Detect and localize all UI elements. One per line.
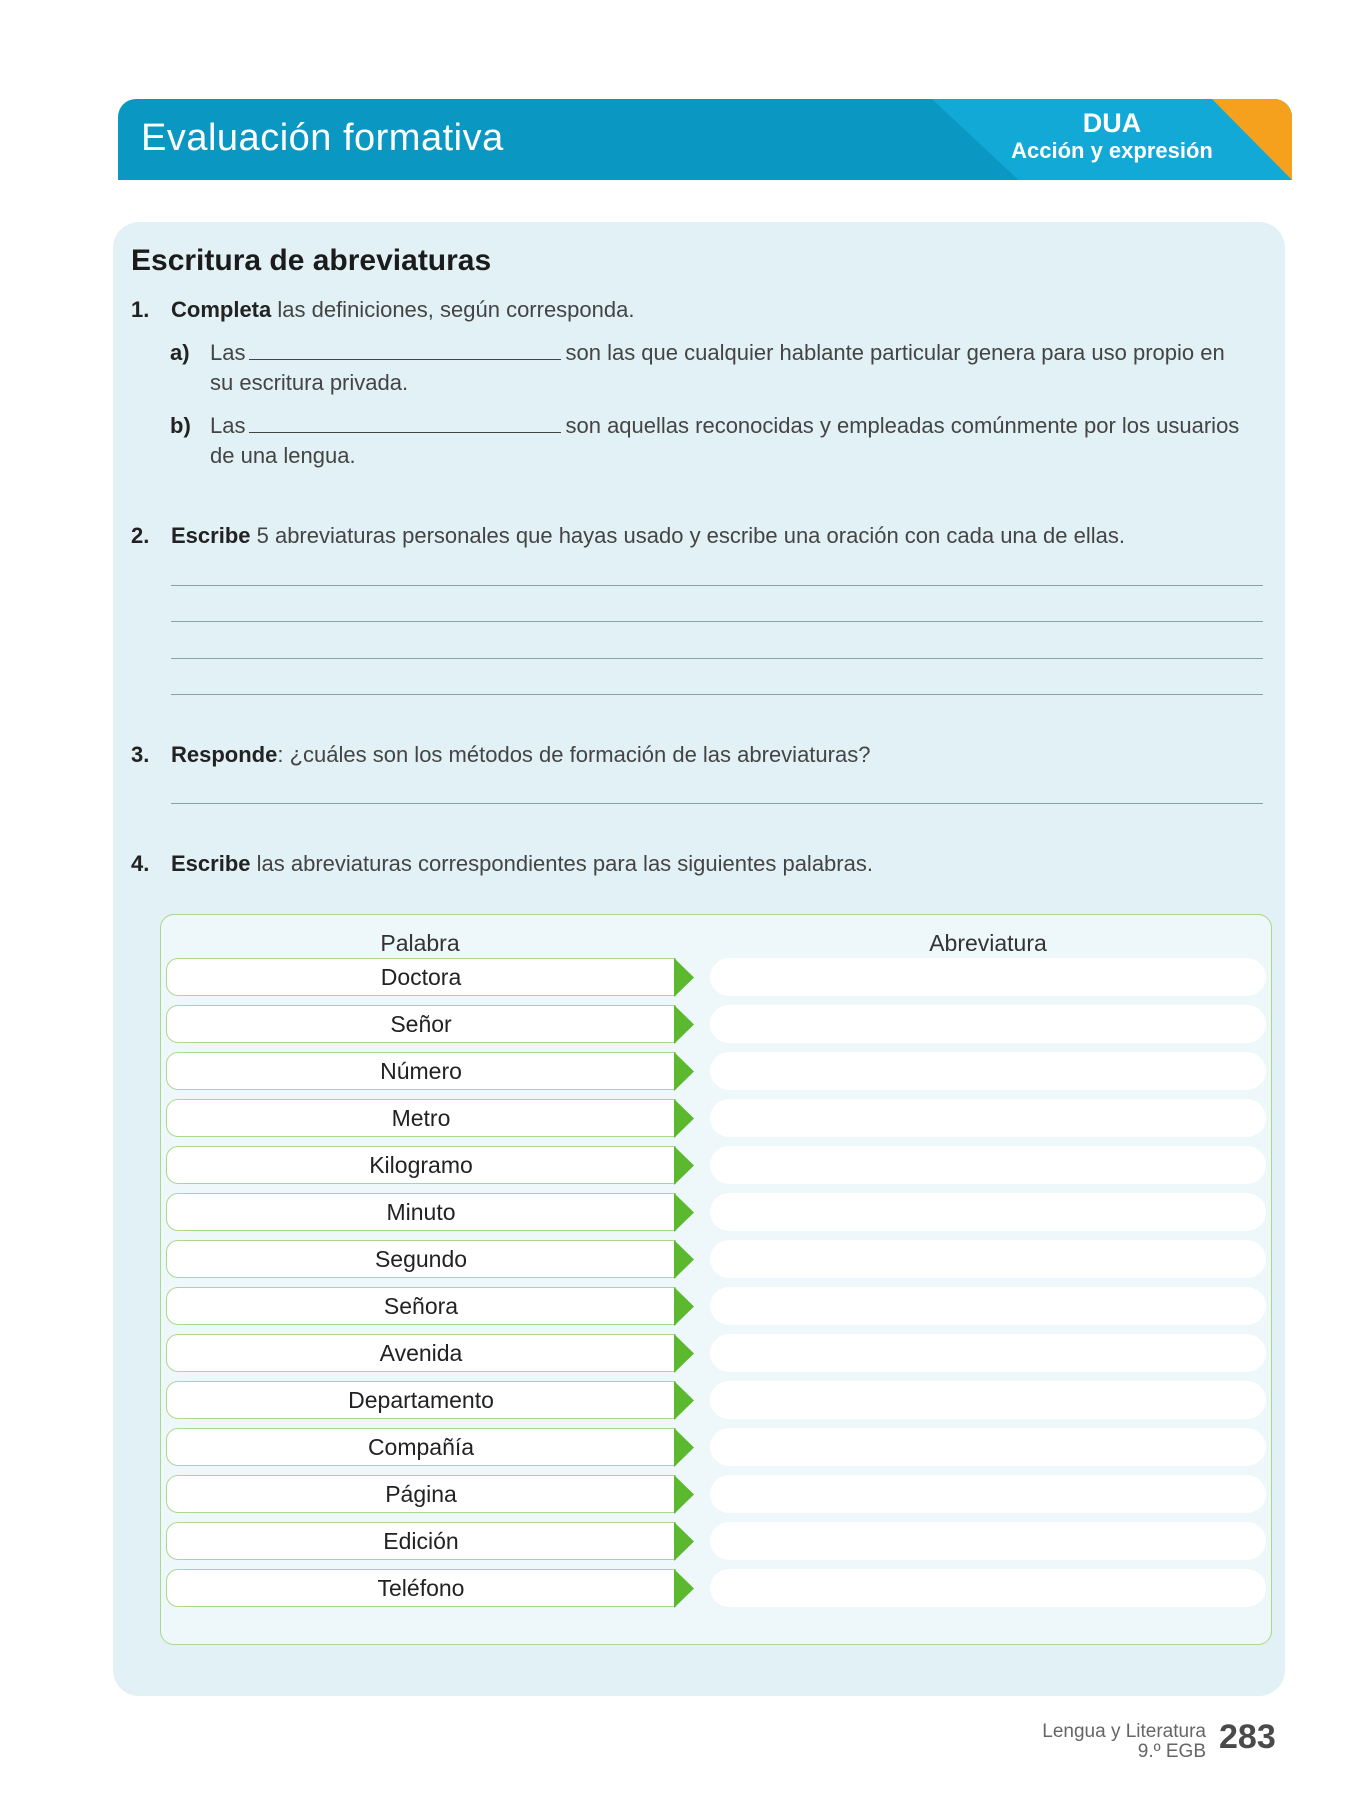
answer-line[interactable] — [171, 803, 1263, 804]
question-verb: Escribe — [171, 523, 251, 548]
word-cell: Minuto — [166, 1193, 676, 1231]
abbreviation-input[interactable] — [710, 1522, 1266, 1560]
abbreviation-input[interactable] — [710, 1334, 1266, 1372]
question-verb: Completa — [171, 297, 272, 322]
question-text: : ¿cuáles son los métodos de formación de las abreviaturas? — [277, 742, 871, 767]
section-title: Escritura de abreviaturas — [131, 244, 492, 277]
item-post: son aquellas reconocidas y empleadas comúnmente por los usuarios — [565, 413, 1240, 438]
word-cell: Doctora — [166, 958, 676, 996]
dua-label: DUA — [1082, 108, 1142, 138]
question-1b — [170, 411, 1260, 471]
word-cell: Número — [166, 1052, 676, 1090]
question-number: 4. — [131, 851, 150, 876]
abbreviation-input[interactable] — [710, 1005, 1266, 1043]
abbreviation-input[interactable] — [710, 1428, 1266, 1466]
item-continuation: su escritura privada. — [210, 370, 409, 395]
fill-blank-1b[interactable] — [249, 412, 561, 433]
word-cell: Compañía — [166, 1428, 676, 1466]
word-cell: Metro — [166, 1099, 676, 1137]
abbreviation-input[interactable] — [710, 1193, 1266, 1231]
question-1a — [170, 338, 1260, 398]
word-cell: Teléfono — [166, 1569, 676, 1607]
abbreviation-input[interactable] — [710, 958, 1266, 996]
word-cell: Página — [166, 1475, 676, 1513]
item-letter: b) — [170, 413, 191, 438]
item-letter: a) — [170, 340, 190, 365]
question-text: las definiciones, según corresponda. — [271, 297, 635, 322]
word-cell: Segundo — [166, 1240, 676, 1278]
abbreviation-input[interactable] — [710, 1569, 1266, 1607]
column-header-abbreviation: Abreviatura — [929, 930, 1047, 956]
question-verb: Responde — [171, 742, 278, 767]
abbreviation-input[interactable] — [710, 1052, 1266, 1090]
grade-level: 9.º EGB — [1137, 1741, 1206, 1762]
question-4 — [131, 851, 873, 877]
question-verb: Escribe — [171, 851, 251, 876]
item-continuation: de una lengua. — [210, 443, 356, 468]
abbreviation-input[interactable] — [710, 1240, 1266, 1278]
question-number: 2. — [131, 523, 150, 548]
question-3 — [131, 742, 870, 768]
question-1 — [131, 297, 634, 323]
item-pre: Las — [210, 413, 246, 438]
dua-badge — [997, 109, 1227, 162]
page-number: 283 — [1219, 1718, 1276, 1756]
item-pre: Las — [210, 340, 246, 365]
header-banner — [118, 99, 1292, 180]
footer-subject — [1042, 1722, 1206, 1762]
answer-line[interactable] — [171, 694, 1263, 695]
abbreviation-input[interactable] — [710, 1381, 1266, 1419]
answer-line[interactable] — [171, 585, 1263, 586]
question-number: 3. — [131, 742, 150, 767]
abbreviation-input[interactable] — [710, 1099, 1266, 1137]
item-post: son las que cualquier hablante particular genera para uso propio en — [565, 340, 1225, 365]
word-cell: Señora — [166, 1287, 676, 1325]
word-cell: Departamento — [166, 1381, 676, 1419]
word-cell: Edición — [166, 1522, 676, 1560]
question-text: las abreviaturas correspondientes para las siguientes palabras. — [250, 851, 873, 876]
dua-subtitle: Acción y expresión — [1011, 138, 1213, 164]
answer-line[interactable] — [171, 621, 1263, 622]
question-2 — [131, 523, 1125, 549]
fill-blank-1a[interactable] — [249, 339, 561, 360]
abbreviation-input[interactable] — [710, 1475, 1266, 1513]
question-number: 1. — [131, 297, 150, 322]
column-header-word: Palabra — [380, 930, 460, 956]
abbreviation-input[interactable] — [710, 1146, 1266, 1184]
abbreviation-input[interactable] — [710, 1287, 1266, 1325]
word-cell: Avenida — [166, 1334, 676, 1372]
question-text: 5 abreviaturas personales que hayas usado y escribe una oración con cada una de ellas. — [250, 523, 1125, 548]
word-cell: Señor — [166, 1005, 676, 1043]
answer-line[interactable] — [171, 658, 1263, 659]
subject-name: Lengua y Literatura — [1042, 1721, 1206, 1742]
word-cell: Kilogramo — [166, 1146, 676, 1184]
page-title: Evaluación formativa — [141, 117, 504, 159]
